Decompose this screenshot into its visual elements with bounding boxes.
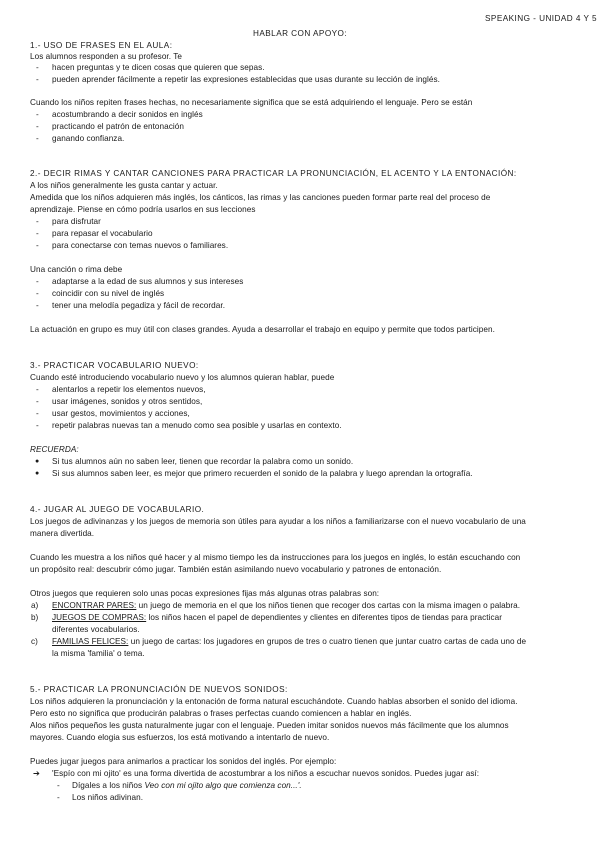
bullet-icon: ● [35,470,40,477]
game-item-a [52,601,520,611]
paragraph-line: Los niños adquieren la pronunciación y la entonación de forma natural escuchándote. Cuando hablas absorben el sonido del idioma. [30,697,518,706]
game-description-cont: diferentes vocabularios. [52,625,140,634]
section-1-intro: Los alumnos responden a su profesor. Te [30,52,182,61]
game-description: los niños hacen el papel de dependientes y clientes en diferentes tipos de tiendas para practicar [146,613,502,622]
paragraph-line: Amedida que los niños adquieren más inglés, los cánticos, las rimas y las canciones pueden formar parte real del proceso de [30,193,491,202]
list-item: para disfrutar [52,217,101,226]
list-item: alentarlos a repetir los elementos nuevos, [52,385,206,394]
subject-header: SPEAKING - UNIDAD 4 Y 5 [485,14,597,23]
recuerda-label: RECUERDA: [30,445,79,454]
paragraph-line: Alos niños pequeños les gusta naturalmente jugar con el lenguaje. Pueden imitar sonidos nuevos más fácilmente que los alumnos [30,721,509,730]
list-letter: c) [31,637,38,646]
dash-marker: - [36,63,39,72]
game-description: un juego de cartas: los jugadores en grupos de tres o cuatro tienen que juntar cuatro cartas de cada uno de [128,637,527,646]
dash-marker: - [36,122,39,131]
list-item: pueden aprender fácilmente a repetir las expresiones establecidas que usas durante su lección de inglés. [52,75,440,84]
sub-item [72,781,302,791]
dash-marker: - [36,75,39,84]
dash-marker: - [57,793,60,802]
bullet-item: Si sus alumnos saben leer, es mejor que primero recuerden el sonido de la palabra y luego aprendan la ortografía. [52,469,473,478]
game-term: JUEGOS DE COMPRAS: [52,613,147,622]
game-description: un juego de memoria en el que los niños tienen que recoger dos cartas con la misma imagen o palabra. [136,601,521,610]
paragraph-line: Otros juegos que requieren solo unas pocas expresiones fijas más algunas otras palabras son: [30,589,380,598]
sub-item-italic: Veo con mi ojito algo que comienza con...'. [144,781,302,790]
list-item: usar gestos, movimientos y acciones, [52,409,190,418]
dash-marker: - [57,781,60,790]
sub-item-text: Dígales a los niños [72,781,145,790]
section-1-heading: 1.- USO DE FRASES EN EL AULA: [30,41,173,50]
game-term: FAMILIAS FELICES: [52,637,129,646]
right-arrow-icon: ➔ [33,769,40,778]
bullet-item: Si tus alumnos aún no saben leer, tienen que recordar la palabra como un sonido. [52,457,354,466]
paragraph-line: manera divertida. [30,529,95,538]
paragraph-line: Una canción o rima debe [30,265,123,274]
list-item: para repasar el vocabulario [52,229,153,238]
dash-marker: - [36,241,39,250]
dash-marker: - [36,110,39,119]
list-item: tener una melodía pegadiza y fácil de recordar. [52,301,226,310]
list-item: coincidir con su nivel de inglés [52,289,165,298]
list-letter: a) [31,601,39,610]
sub-item: Los niños adivinan. [72,793,144,802]
list-item: repetir palabras nuevas tan a menudo como sea posible y usarlas en contexto. [52,421,342,430]
paragraph-line: Pero esto no significa que producirán palabras o frases perfectas cuando comiencen a hablar en inglés. [30,709,412,718]
section-3-heading: 3.- PRACTICAR VOCABULARIO NUEVO: [30,361,199,370]
paragraph-line: mayores. Cuando elogia sus esfuerzos, los está motivando a intentarlo de nuevo. [30,733,330,742]
dash-marker: - [36,385,39,394]
paragraph-line: Los juegos de adivinanzas y los juegos de memoria son útiles para ayudar a los niños a familiarizarse con el nuevo vocabulario de una [30,517,526,526]
arrow-item: 'Espío con mi ojito' es una forma divertida de acostumbrar a los niños a escuchar nuevos sonidos. Puedes jugar así: [52,769,480,778]
dash-marker: - [36,421,39,430]
game-term: ENCONTRAR PARES: [52,601,137,610]
game-item-c [52,637,526,647]
game-item-b [52,613,502,623]
paragraph-line: aprendizaje. Piense en cómo podría usarlos en sus lecciones [30,205,256,214]
section-4-heading: 4.- JUGAR AL JUEGO DE VOCABULARIO. [30,505,205,514]
paragraph-line: Cuando les muestra a los niños qué hacer y al mismo tiempo les da instrucciones para los juegos en inglés, lo están escuchando con [30,553,521,562]
list-item: para conectarse con temas nuevos o familiares. [52,241,229,250]
dash-marker: - [36,134,39,143]
dash-marker: - [36,301,39,310]
dash-marker: - [36,229,39,238]
list-item: acostumbrando a decir sonidos en inglés [52,110,203,119]
paragraph-line: un propósito real: descubrir cómo jugar. También están asimilando nuevo vocabulario y patrones de entonación. [30,565,442,574]
list-item: practicando el patrón de entonación [52,122,184,131]
dash-marker: - [36,277,39,286]
dash-marker: - [36,289,39,298]
paragraph-line: A los niños generalmente les gusta cantar y actuar. [30,181,218,190]
dash-marker: - [36,217,39,226]
bullet-icon: ● [35,458,40,465]
game-description-cont: la misma 'familia' o tema. [52,649,145,658]
list-letter: b) [31,613,39,622]
section-2-heading: 2.- DECIR RIMAS Y CANTAR CANCIONES PARA PRACTICAR LA PRONUNCIACIÓN, EL ACENTO Y LA ENTONACIÓN: [30,169,517,178]
section-1-paragraph: Cuando los niños repiten frases hechas, no necesariamente significa que se está adquiriendo el lenguaje. Pero se están [30,98,473,107]
list-item: hacen preguntas y te dicen cosas que quieren que sepas. [52,63,265,72]
paragraph-line: Cuando esté introduciendo vocabulario nuevo y los alumnos quieran hablar, puede [30,373,335,382]
dash-marker: - [36,409,39,418]
paragraph-line: Puedes jugar juegos para animarlos a practicar los sonidos del inglés. Por ejemplo: [30,757,337,766]
list-item: usar imágenes, sonidos y otros sentidos, [52,397,203,406]
list-item: adaptarse a la edad de sus alumnos y sus intereses [52,277,244,286]
dash-marker: - [36,397,39,406]
list-item: ganando confianza. [52,134,125,143]
paragraph-line: La actuación en grupo es muy útil con clases grandes. Ayuda a desarrollar el trabajo en equipo y permite que todos participen. [30,325,495,334]
page-title: HABLAR CON APOYO: [253,29,348,38]
section-5-heading: 5.- PRACTICAR LA PRONUNCIACIÓN DE NUEVOS SONIDOS: [30,685,288,694]
